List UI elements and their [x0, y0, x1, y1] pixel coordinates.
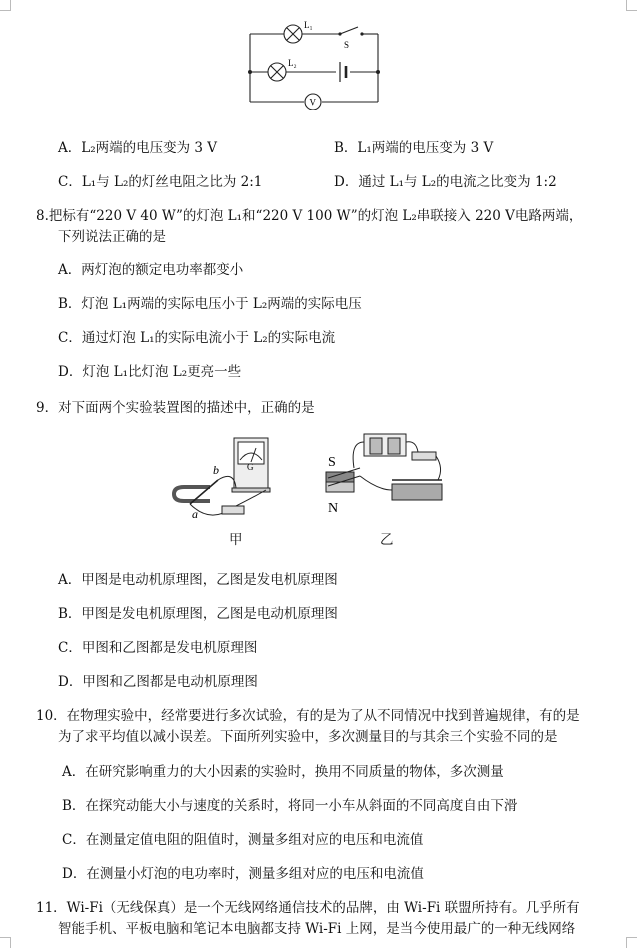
battery-icon — [340, 62, 346, 82]
corner-mark-top-right — [626, 0, 637, 11]
q9-stem: 9．对下面两个实验装置图的描述中，正确的是 — [36, 400, 315, 416]
q7-option-c: C．L₁与 L₂的灯丝电阻之比为 2:1 — [58, 174, 263, 190]
q8-option-b: B．灯泡 L₁两端的实际电压小于 L₂两端的实际电压 — [58, 296, 362, 312]
q10-option-d: D．在测量小灯泡的电功率时，测量多组对应的电压和电流值 — [62, 866, 424, 882]
q9-option-c: C．甲图和乙图都是发电机原理图 — [58, 640, 258, 656]
q9-label-s: S — [328, 455, 336, 470]
q9-label-g: G — [247, 462, 254, 472]
voltmeter-label: V — [309, 97, 316, 108]
q9-option-b: B．甲图是发电机原理图，乙图是电动机原理图 — [58, 606, 338, 622]
lamp-l1-label: L₁ — [304, 20, 313, 30]
q8-option-d: D．灯泡 L₁比灯泡 L₂更亮一些 — [58, 364, 242, 380]
lamp-l1-icon — [284, 25, 302, 43]
q7-option-b: B．L₁两端的电压变为 3 V — [334, 140, 494, 156]
q9-option-d: D．甲图和乙图都是电动机原理图 — [58, 674, 258, 690]
q9-label-n: N — [328, 501, 339, 516]
q7-option-a: A．L₂两端的电压变为 3 V — [58, 140, 218, 156]
q10-option-c: C．在测量定值电阻的阻值时，测量多组对应的电压和电流值 — [62, 832, 424, 848]
corner-mark-top-left — [0, 0, 11, 11]
q8-option-a: A．两灯泡的额定电功率都变小 — [58, 262, 244, 278]
q10-stem-line1: 10．在物理实验中，经常要进行多次试验，有的是为了从不同情况中找到普遍规律，有的是 — [36, 708, 580, 724]
circuit-diagram — [240, 18, 390, 110]
corner-mark-bottom-right — [626, 937, 637, 948]
q9-figure-right — [320, 428, 448, 524]
q9-caption-right: 乙 — [380, 532, 394, 548]
q9-caption-left: 甲 — [229, 532, 243, 548]
lamp-l2-label: L₂ — [288, 58, 297, 68]
q9-label-b: b — [213, 463, 219, 477]
q8-stem-line2: 下列说法正确的是 — [58, 229, 166, 245]
q10-option-a: A．在研究影响重力的大小因素的实验时，换用不同质量的物体，多次测量 — [62, 764, 504, 780]
q10-stem-line2: 为了求平均值以减小误差。下面所列实验中，多次测量目的与其余三个实验不同的是 — [58, 729, 558, 745]
q10-option-b: B．在探究动能大小与速度的关系时，将同一小车从斜面的不同高度自由下滑 — [62, 798, 518, 814]
lamp-l2-icon — [268, 63, 286, 81]
q9-option-a: A．甲图是电动机原理图，乙图是发电机原理图 — [58, 572, 338, 588]
switch-label: S — [344, 40, 350, 50]
corner-mark-bottom-left — [0, 937, 11, 948]
q8-stem-line1: 8.把标有“220 V 40 W”的灯泡 L₁和“220 V 100 W”的灯泡 L₂串联接入 220 V电路两端， — [36, 208, 583, 224]
q9-label-a: a — [192, 507, 198, 521]
q7-option-d: D．通过 L₁与 L₂的电流之比变为 1:2 — [334, 174, 557, 190]
q8-option-c: C．通过灯泡 L₁的实际电流小于 L₂的实际电流 — [58, 330, 336, 346]
q11-line1: 11．Wi-Fi（无线保真）是一个无线网络通信技术的品牌，由 Wi-Fi 联盟所持有。几乎所有 — [36, 900, 580, 916]
q11-line2: 智能手机、平板电脑和笔记本电脑都支持 Wi-Fi 上网，是当今使用最广的一种无线网络 — [58, 921, 576, 937]
q9-figure-left — [170, 432, 285, 524]
